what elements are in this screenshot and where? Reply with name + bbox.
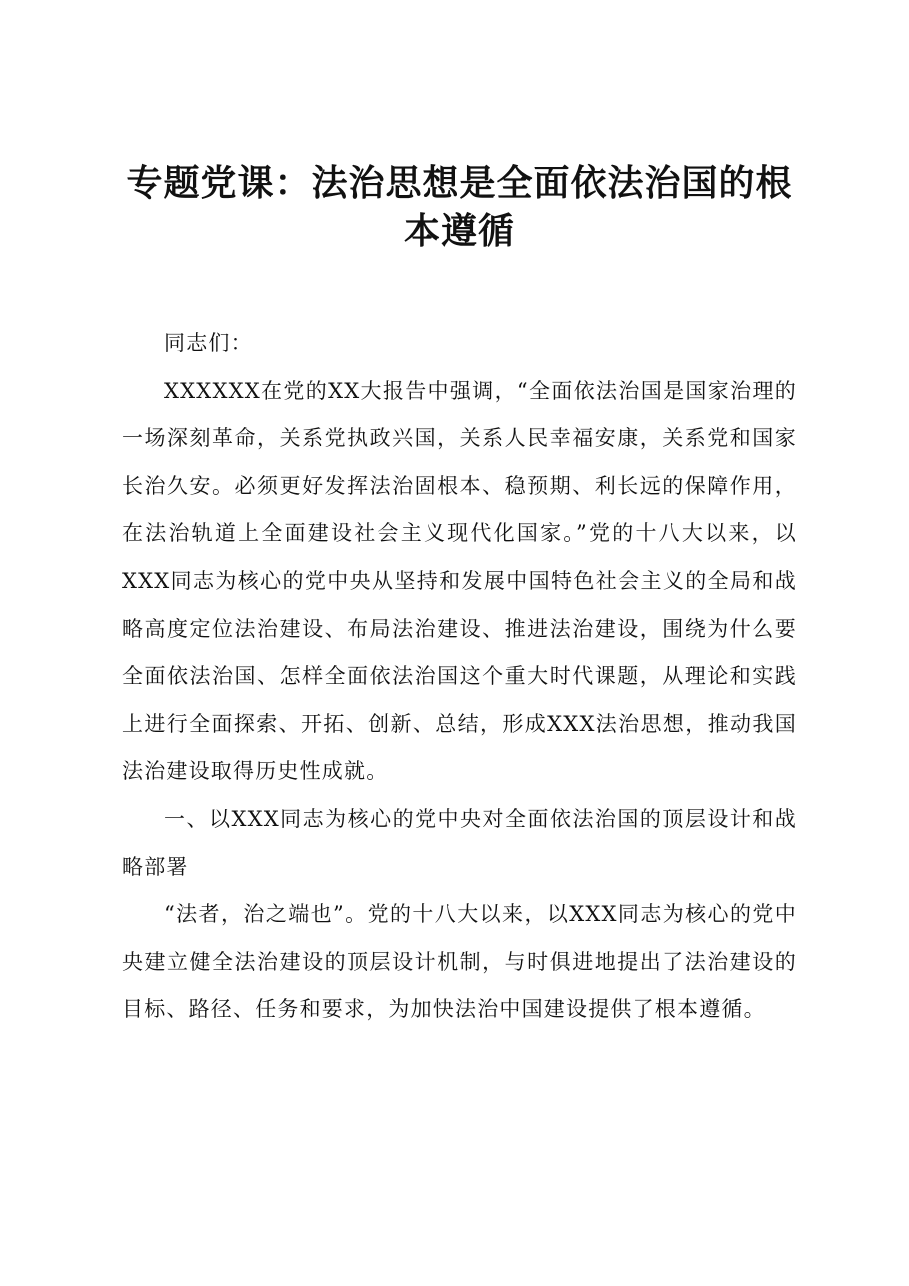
paragraph-section-1: “法者，治之端也”。党的十八大以来，以XXX同志为核心的党中央建立健全法治建设的顶层设计机制，与时俱进地提出了法治建设的目标、路径、任务和要求，为加快法治中国建设提供了根本遵循。 <box>122 902 797 1022</box>
salutation: 同志们： <box>164 331 253 355</box>
document-title: 专题党课：法治思想是全面依法治国的根本遵循 <box>126 163 793 252</box>
section-heading-1: 一、以XXX同志为核心的党中央对全面依法治国的顶层设计和战略部署 <box>122 806 797 879</box>
paragraph-intro: XXXXXX在党的XX大报告中强调，“全面依法治国是国家治理的一场深刻革命，关系党执政兴国，关系人民幸福安康，关系党和国家长治久安。必须更好发挥法治固根本、稳预期、利长远的保障作用，在法治轨道上全面建设社会主义现代化国家。”党的十八大以来，以XXX同志为核心的党中央从坚持和发展中国特色社会主义的全局和战略高度定位法治建设、布局法治建设、推进法治建设，围绕为什么要全面依法治国、怎样全面依法治国这个重大时代课题，从理论和实践上进行全面探索、开拓、创新、总结，形成XXX法治思想，推动我国法治建设取得历史性成就。 <box>122 378 797 784</box>
document-body <box>122 320 797 1034</box>
